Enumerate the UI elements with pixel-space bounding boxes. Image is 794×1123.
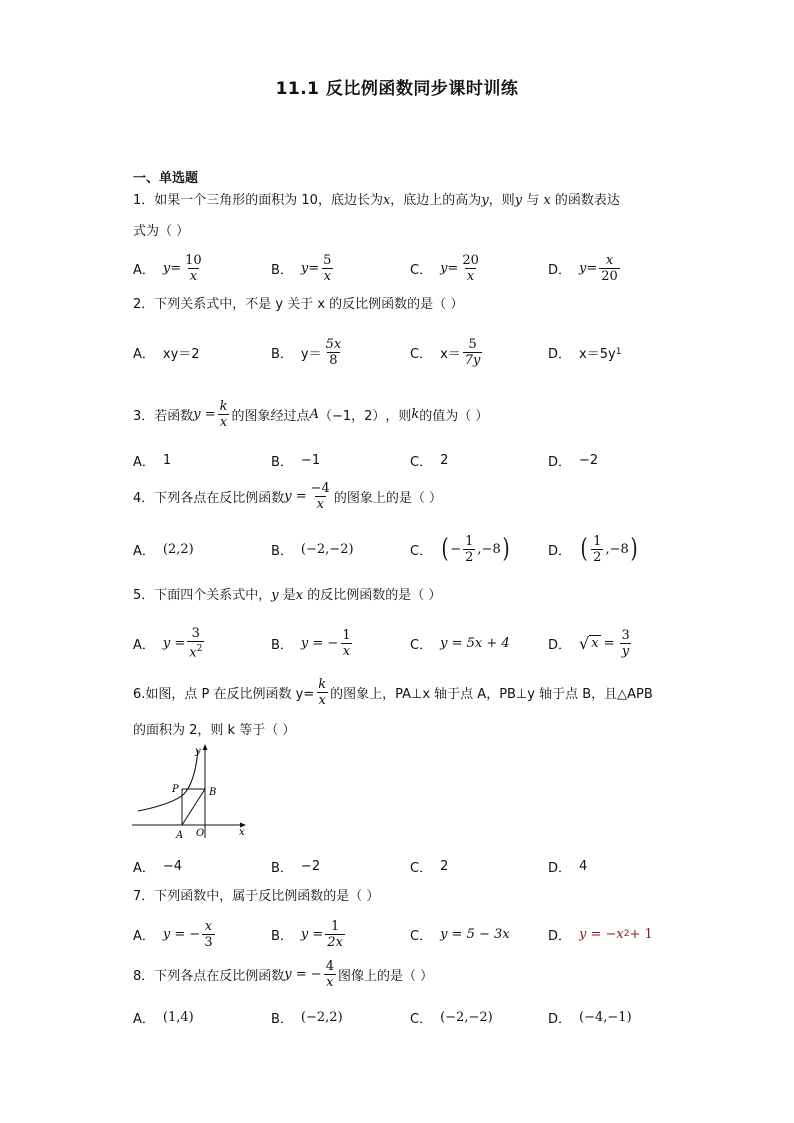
- option-c[interactable]: C． x＝ $\frac{5}{7y}$: [410, 336, 481, 368]
- option-a[interactable]: A． −4: [133, 858, 183, 876]
- question-3-stem-line: 3．若函数 y = $\frac{k}{x}$ 的图象经过点 A （−1，2） ，则 k 的值为（ ）: [133, 398, 489, 430]
- option-d[interactable]: D． y = −x 2 + 1: [548, 926, 653, 944]
- page-title: 11.1 反比例函数同步课时训练: [275, 79, 519, 99]
- option-d[interactable]: D． 4: [548, 858, 588, 876]
- option-c[interactable]: C． ( −2,−2 ): [410, 1009, 493, 1027]
- option-b[interactable]: B． ( −2,2 ): [271, 1009, 343, 1027]
- question-6-stem-line: 6.如图，点 P 在反比例函数 y= $\frac{k}{x}$ 的图象上，PA⊥x 轴于点 A，PB⊥y 轴于点 B，且△APB: [133, 676, 653, 708]
- question-2-stem: 2．下列关系式中，不是 y 关于 x 的反比例函数的是（ ）: [133, 297, 464, 312]
- question-8-options: [133, 995, 693, 1039]
- question-5-stem: 5．下面四个关系式中，y 是x 的反比例函数的是（ ）: [133, 588, 442, 603]
- option-c[interactable]: C． ( − $\frac{1}{2}$ ,−8 ): [410, 533, 510, 565]
- option-b[interactable]: B． y = $\frac{1}{2x}$: [271, 918, 343, 950]
- option-d[interactable]: D． ( $\frac{1}{2}$ ,−8 ): [548, 533, 638, 565]
- option-d[interactable]: D． x＝5y 1: [548, 346, 622, 362]
- y-axis-arrow: [203, 744, 208, 750]
- label-a: A: [176, 830, 184, 841]
- hyperbola-curve: [138, 750, 198, 811]
- option-c[interactable]: C． y= $\frac{20}{x}$: [410, 252, 479, 284]
- question-8-stem: [133, 952, 693, 996]
- segment-ab: [182, 789, 205, 825]
- option-d[interactable]: D． y= $\frac{x}{20}$: [548, 252, 618, 284]
- question-4-stem-line: 4．下列各点在反比例函数 y = $\frac{-4}{x}$ 的图象上的是（ ）: [133, 480, 442, 512]
- label-x: x: [239, 827, 245, 838]
- question-7-options: [133, 912, 693, 956]
- option-a[interactable]: A． y = − $\frac{x}{3}$: [133, 918, 213, 950]
- question-4-stem: [133, 474, 693, 518]
- option-d[interactable]: D． ( −4,−1 ): [548, 1009, 632, 1027]
- question-7-stem: 7．下列函数中，属于反比例函数的是（ ）: [133, 889, 380, 904]
- option-a[interactable]: A． ( 2,2 ): [133, 541, 194, 559]
- option-a[interactable]: A． ( 1,4 ): [133, 1009, 194, 1027]
- option-c[interactable]: C． 2: [410, 452, 449, 470]
- option-a[interactable]: A． xy＝2: [133, 346, 200, 362]
- question-2-options: [133, 330, 693, 374]
- question-4-options: [133, 527, 693, 571]
- section-heading: 一、单选题: [133, 171, 199, 186]
- question-6-options: [133, 844, 693, 888]
- option-b[interactable]: B． y= $\frac{5}{x}$: [271, 252, 332, 284]
- question-6-stem: [133, 670, 693, 714]
- question-1-stem: 1．如果一个三角形的面积为 10，底边长为x，底边上的高为y，则y 与 x 的函数表达: [133, 193, 620, 208]
- question-5-options: [133, 621, 693, 665]
- label-p: P: [172, 784, 179, 795]
- label-o: O: [196, 828, 205, 839]
- option-d[interactable]: D． −2: [548, 452, 599, 470]
- option-a[interactable]: A． y= $\frac{10}{x}$: [133, 252, 202, 284]
- question-3-stem: [133, 392, 693, 436]
- label-b: B: [209, 787, 217, 798]
- label-y: y: [195, 746, 201, 757]
- option-b[interactable]: B． y = − $\frac{1}{x}$: [271, 627, 351, 659]
- question-8-stem-line: 8．下列各点在反比例函数 y = − $\frac{4}{x}$ 图像上的是（ ）: [133, 958, 434, 990]
- question-6-figure: [128, 742, 253, 842]
- option-b[interactable]: B． y＝ $\frac{5x}{8}$: [271, 336, 342, 368]
- option-d[interactable]: D． √ x = $\frac{3}{y}$: [548, 627, 630, 659]
- option-c[interactable]: C． y = 5x + 4: [410, 635, 510, 653]
- question-1-stem-line2: 式为（ ）: [133, 224, 190, 239]
- option-c[interactable]: C． 2: [410, 858, 449, 876]
- option-c[interactable]: C． y = 5 − 3x: [410, 926, 510, 944]
- option-b[interactable]: B． −2: [271, 858, 321, 876]
- option-a[interactable]: A． 1: [133, 452, 172, 470]
- question-6-stem-line2: 的面积为 2，则 k 等于（ ）: [133, 723, 296, 738]
- option-b[interactable]: B． ( −2,−2 ): [271, 541, 354, 559]
- option-b[interactable]: B． −1: [271, 452, 321, 470]
- question-1-options: [133, 246, 693, 290]
- option-a[interactable]: A． y = $\frac{3}{x^2}$: [133, 625, 203, 661]
